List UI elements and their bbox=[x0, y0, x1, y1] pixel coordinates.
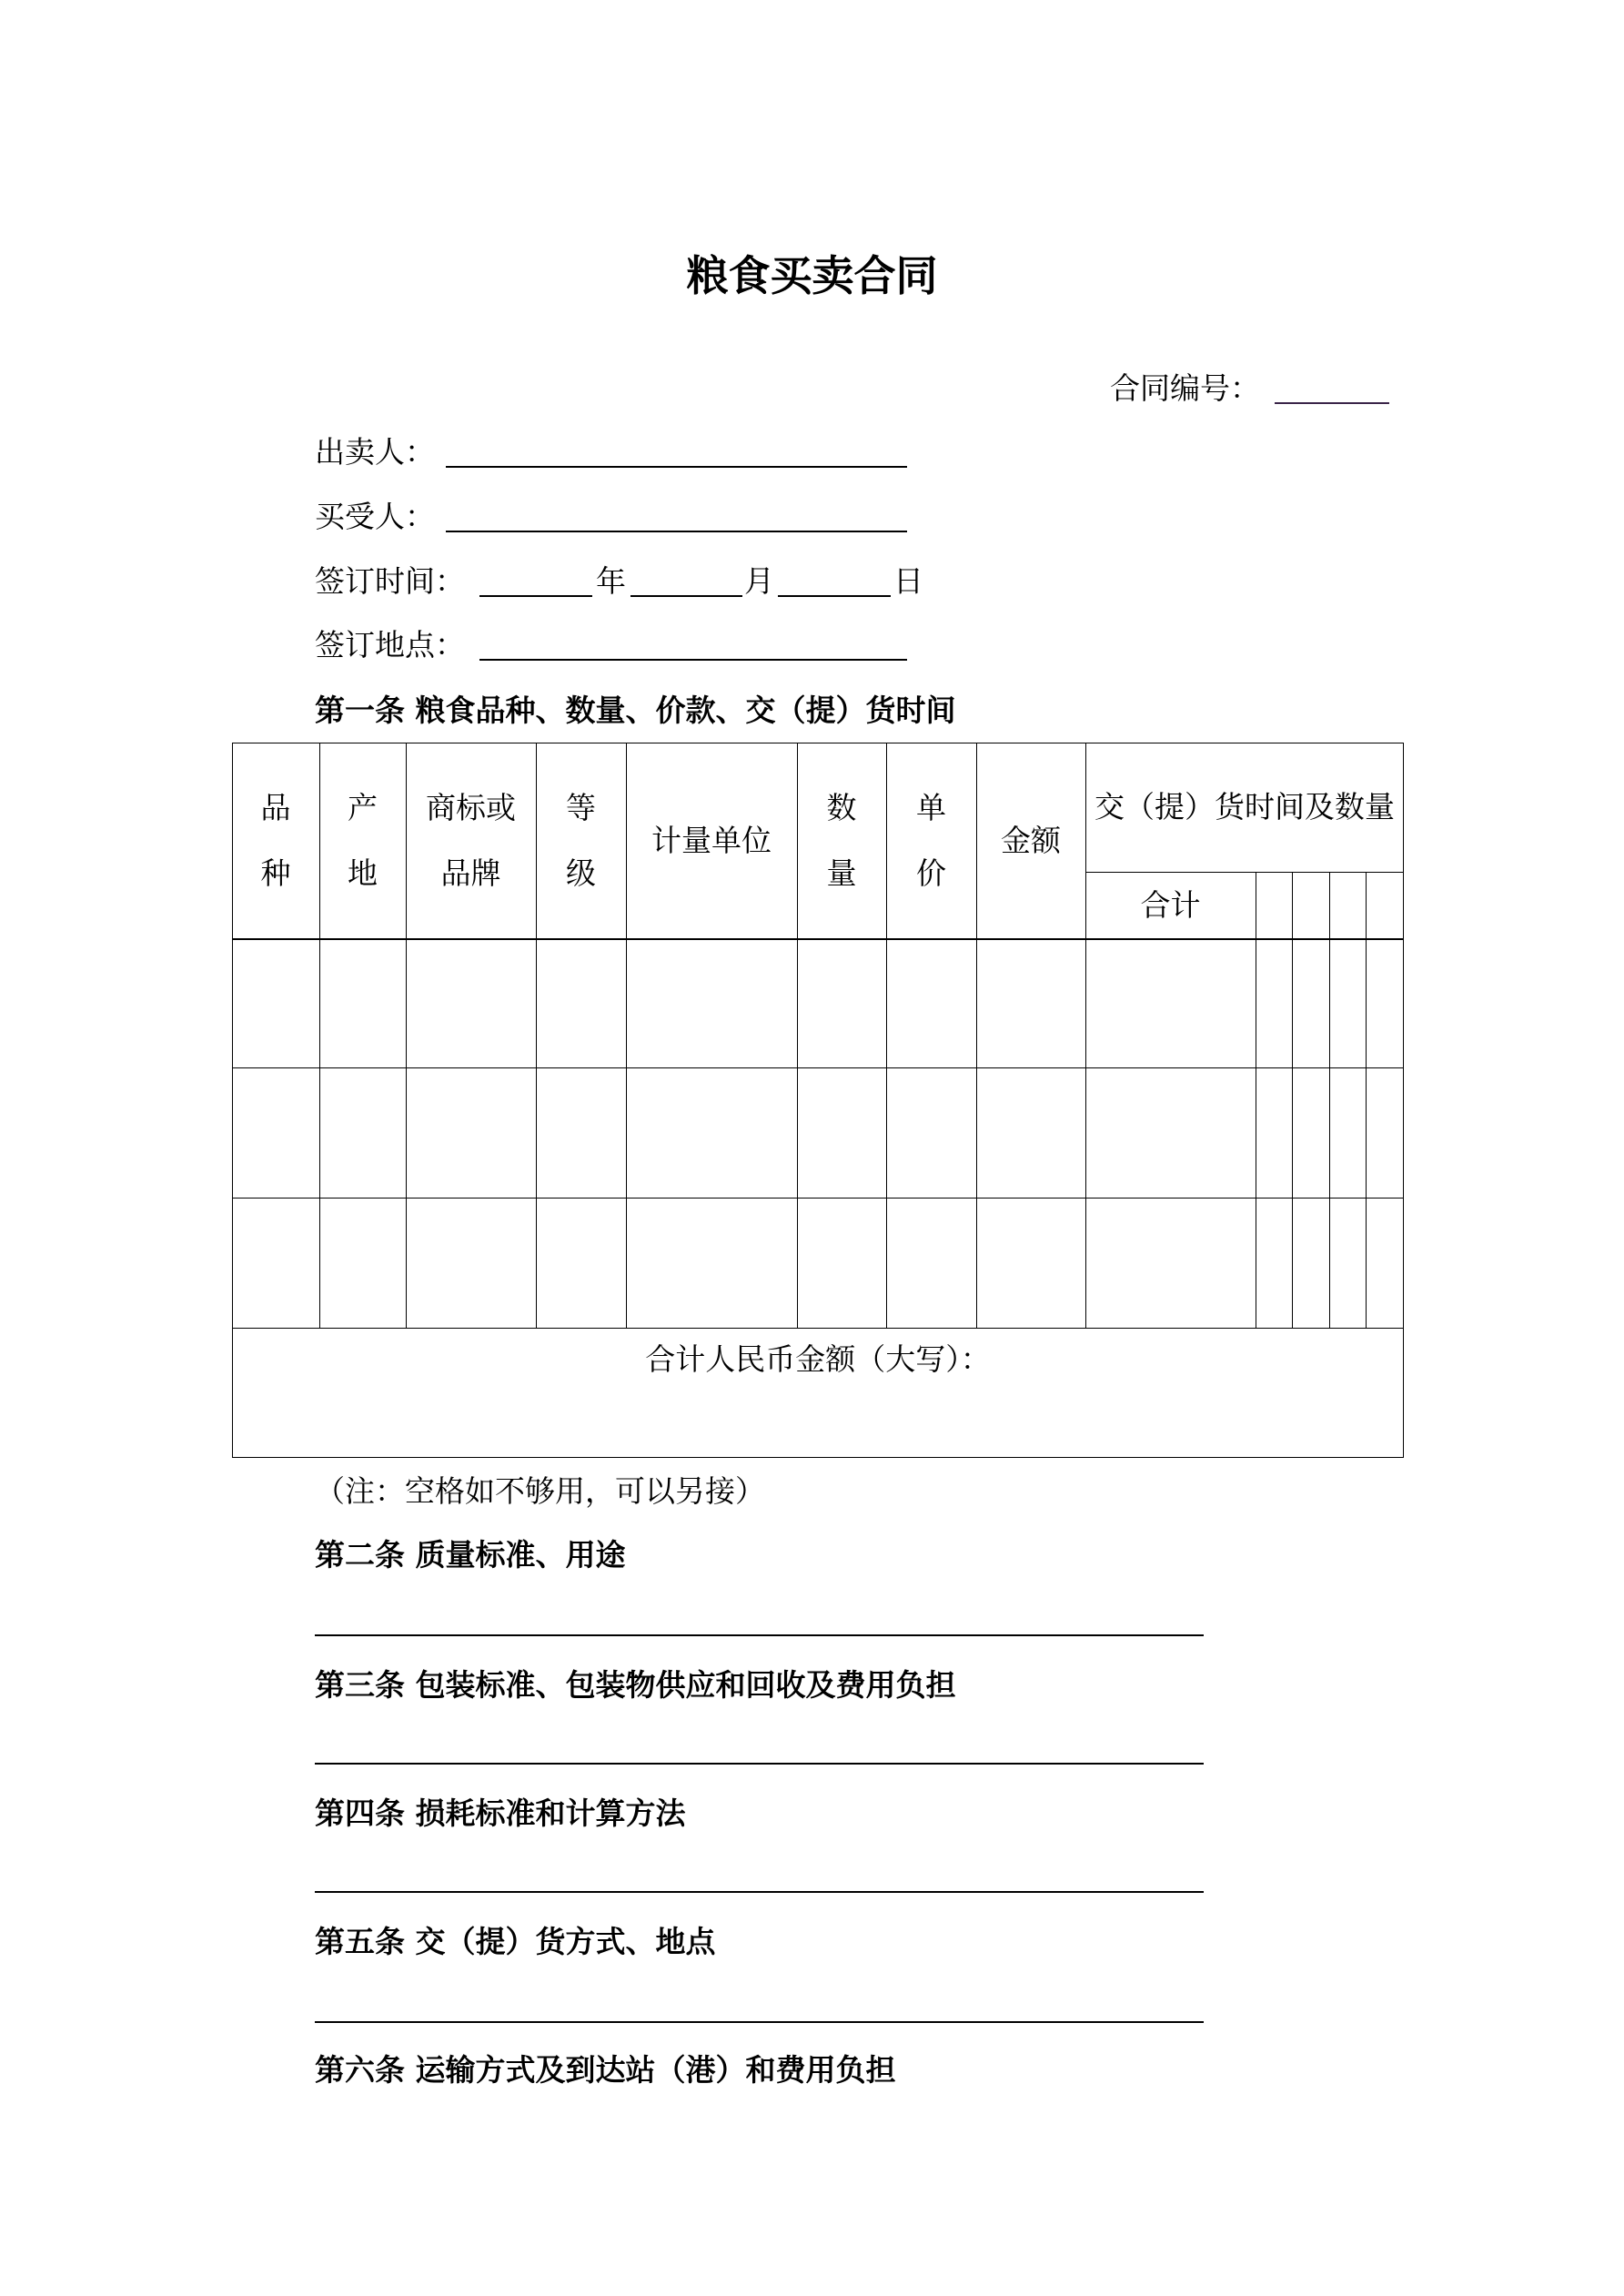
header-origin: 产 地 bbox=[348, 789, 378, 891]
month-field[interactable] bbox=[630, 595, 742, 597]
day-label: 日 bbox=[893, 563, 923, 599]
article-2-field[interactable] bbox=[315, 1634, 1204, 1636]
contract-no-label: 合同编号： bbox=[1110, 370, 1260, 406]
table-note: （注：空格如不够用，可以另接） bbox=[315, 1473, 765, 1509]
sign-place-field[interactable] bbox=[479, 659, 907, 661]
article-3-field[interactable] bbox=[315, 1763, 1204, 1765]
year-field[interactable] bbox=[479, 595, 592, 597]
header-variety: 品 种 bbox=[260, 789, 291, 891]
buyer-label: 买受人： bbox=[315, 499, 435, 534]
sign-place-label: 签订地点： bbox=[315, 627, 465, 663]
month-label: 月 bbox=[744, 563, 774, 599]
sign-time-label: 签订时间： bbox=[315, 563, 465, 599]
header-brand: 商标或 品牌 bbox=[426, 789, 516, 891]
header-delivery: 交（提）货时间及数量 bbox=[1094, 789, 1395, 824]
header-unit: 计量单位 bbox=[651, 822, 772, 858]
header-grade: 等 级 bbox=[566, 789, 596, 891]
seller-field[interactable] bbox=[446, 466, 907, 468]
article-5-heading: 第五条 交（提）货方式、地点 bbox=[315, 1924, 716, 1959]
document-title: 粮食买卖合同 bbox=[686, 251, 938, 300]
article-4-heading: 第四条 损耗标准和计算方法 bbox=[315, 1795, 686, 1831]
header-amount: 金额 bbox=[1001, 822, 1061, 858]
header-unit-price: 单 价 bbox=[916, 789, 946, 891]
day-field[interactable] bbox=[778, 595, 891, 597]
buyer-field[interactable] bbox=[446, 531, 907, 532]
year-label: 年 bbox=[596, 563, 626, 599]
article-4-field[interactable] bbox=[315, 1891, 1204, 1893]
article-3-heading: 第三条 包装标准、包装物供应和回收及费用负担 bbox=[315, 1667, 956, 1703]
article-6-heading: 第六条 运输方式及到达站（港）和费用负担 bbox=[315, 2052, 896, 2088]
article-1-heading: 第一条 粮食品种、数量、价款、交（提）货时间 bbox=[315, 693, 956, 728]
header-subtotal: 合计 bbox=[1140, 886, 1201, 923]
seller-label: 出卖人： bbox=[315, 434, 435, 470]
total-rmb-label: 合计人民币金额（大写）： bbox=[645, 1341, 991, 1377]
article-5-field[interactable] bbox=[315, 2021, 1204, 2023]
header-quantity: 数 量 bbox=[826, 789, 857, 891]
article-2-heading: 第二条 质量标准、用途 bbox=[315, 1537, 626, 1573]
contract-no-field[interactable] bbox=[1275, 402, 1389, 404]
